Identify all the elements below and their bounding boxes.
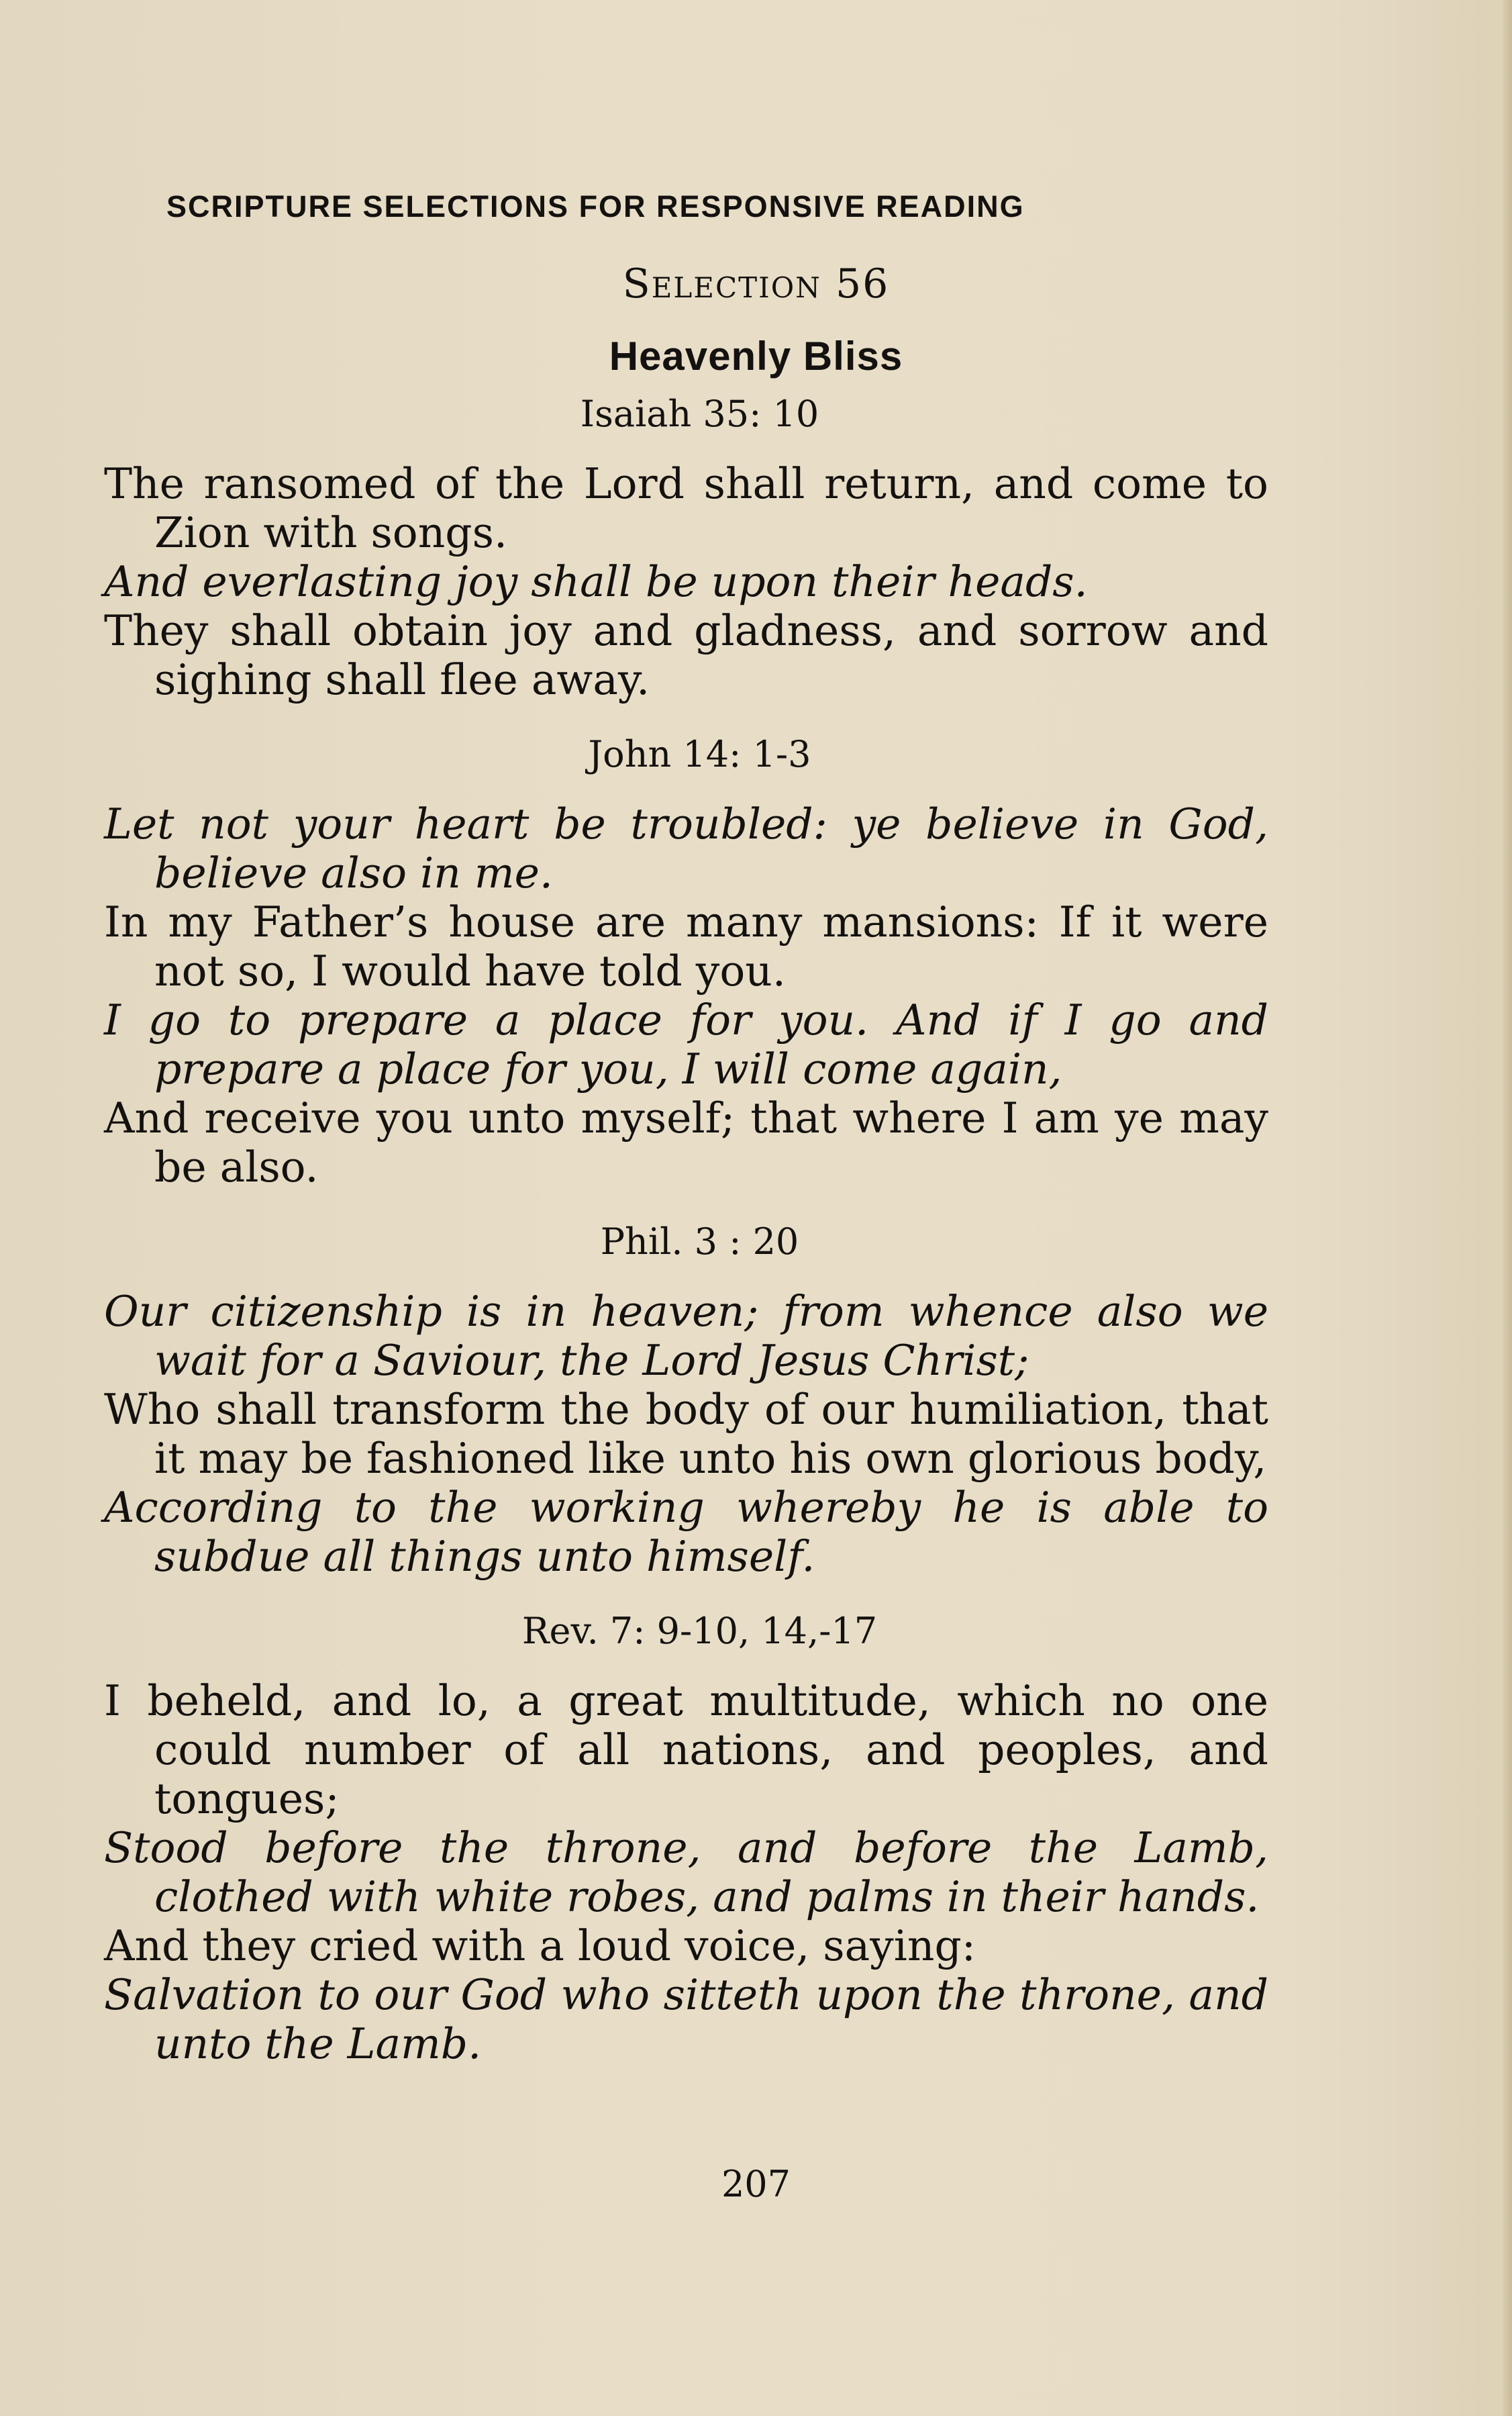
verse-response: According to the working whereby he is able to subdue all things unto himself. bbox=[104, 1483, 1268, 1581]
verse: The ransomed of the Lord shall return, and come to Zion with songs. bbox=[104, 459, 1268, 557]
verse-response: And everlasting joy shall be upon their heads. bbox=[104, 557, 1088, 606]
verse: And receive you unto myself; that where I am ye may be also. bbox=[104, 1094, 1268, 1192]
verse: In my Father’s house are many mansions: If it were not so, I would have told you. bbox=[104, 898, 1268, 996]
passage-reference: Rev. 7: 9-10, 14,-17 bbox=[521, 1610, 878, 1652]
passage bbox=[104, 1606, 1268, 2068]
verse: Who shall transform the body of our humiliation, that it may be fashioned like unto his own glorious body, bbox=[104, 1385, 1268, 1483]
verse-response: Our citizenship is in heaven; from whence also we wait for a Saviour, the Lord Jesus Christ; bbox=[104, 1287, 1268, 1385]
reading-body bbox=[104, 389, 1268, 2094]
running-head: SCRIPTURE SELECTIONS FOR RESPONSIVE READING bbox=[166, 189, 1025, 224]
verse: They shall obtain joy and gladness, and sorrow and sighing shall flee away. bbox=[104, 606, 1268, 704]
verse: And they cried with a loud voice, saying: bbox=[104, 1921, 976, 1970]
passage bbox=[104, 389, 1268, 704]
passage-reference: Phil. 3 : 20 bbox=[600, 1220, 799, 1263]
verse-response: Let not your heart be troubled: ye believe in God, believe also in me. bbox=[104, 800, 1268, 898]
reading-subject: Heavenly Bliss bbox=[609, 334, 903, 379]
passage-reference: John 14: 1-3 bbox=[588, 733, 811, 775]
page-number: 207 bbox=[721, 2163, 791, 2205]
selection-number: 56 bbox=[835, 260, 890, 307]
verse-response: Stood before the throne, and before the Lamb, clothed with white robes, and palms in their hands. bbox=[104, 1823, 1268, 1921]
passage bbox=[104, 730, 1268, 1192]
verse-response: Salvation to our God who sitteth upon the throne, and unto the Lamb. bbox=[104, 1970, 1268, 2068]
verse: I beheld, and lo, a great multitude, which no one could number of all nations, and peoples, and tongues; bbox=[104, 1676, 1268, 1823]
passage bbox=[104, 1217, 1268, 1581]
passage-reference: Isaiah 35: 10 bbox=[580, 393, 819, 435]
selection-title bbox=[0, 260, 1512, 307]
verse-response: I go to prepare a place for you. And if I go and prepare a place for you, I will come again, bbox=[104, 996, 1268, 1094]
selection-label: Selection bbox=[622, 260, 821, 307]
